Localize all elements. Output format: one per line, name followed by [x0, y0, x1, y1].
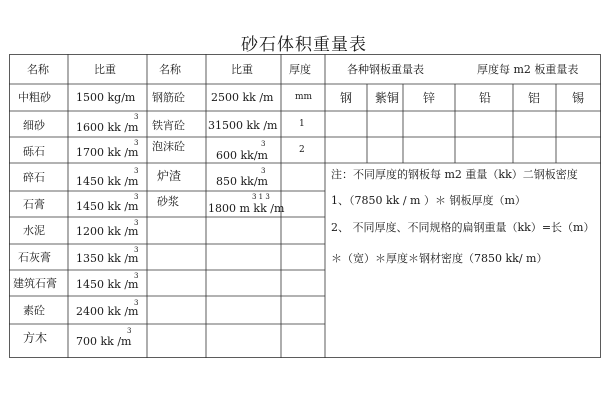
material-value: 850 kk/m: [216, 175, 268, 188]
unit-superscript: 3: [134, 193, 139, 201]
material-value: 1450 kk /m: [76, 175, 139, 188]
unit-superscript: 3: [134, 272, 139, 280]
unit-superscript: 3: [261, 140, 266, 148]
material-value: 1450 kk /m: [76, 278, 139, 291]
weight-table: [9, 54, 601, 358]
material-name: 细砂: [23, 119, 45, 132]
material-value: 2500 kk /m: [211, 91, 274, 104]
unit-superscript: 3: [134, 246, 139, 254]
header-name-2: 名称: [159, 63, 181, 76]
thickness-unit: mm: [295, 92, 313, 102]
unit-superscript: 3: [134, 139, 139, 147]
material-name: 铁宵砼: [152, 119, 185, 132]
material-name: 泡沫砼: [152, 140, 185, 153]
header-weight-2: 比重: [231, 63, 253, 76]
material-value: 2400 kk /m: [76, 305, 139, 318]
material-value: 1450 kk /m: [76, 200, 139, 213]
unit-superscript: 3: [134, 219, 139, 227]
note-line: ＊（宽）＊厚度＊钢材密度（7850 kk/ m）: [331, 252, 548, 265]
note-line: 2、 不同厚度、不同规格的扁钢重量（kk）=长（m）: [331, 221, 595, 234]
material-name: 钢筋砼: [152, 91, 185, 104]
material-name: 建筑石膏: [13, 277, 57, 290]
material-value: 600 kk/m: [216, 149, 268, 162]
material-value: 1200 kk /m: [76, 225, 139, 238]
unit-superscript: 3: [134, 299, 139, 307]
metal-zinc: 锌: [423, 91, 436, 105]
material-value: 1500 kg/m: [76, 91, 136, 104]
material-name: 石灰膏: [18, 251, 51, 264]
material-name: 方木: [23, 331, 48, 345]
material-value: 1600 kk /m: [76, 121, 139, 134]
material-name: 砂浆: [157, 195, 179, 208]
metal-tin: 锡: [572, 91, 585, 105]
thickness-value: 1: [299, 119, 305, 129]
unit-superscript: 3: [134, 167, 139, 175]
note-line: 注：不同厚度的钢板每 m2 重量（kk）二钢板密度: [331, 168, 578, 181]
unit-superscript: 3 1 3: [252, 193, 270, 201]
metal-lead: 铅: [479, 91, 492, 105]
metal-steel: 钢: [340, 91, 353, 105]
header-unit-group: 厚度每 m2 板重量表: [477, 63, 579, 76]
material-name: 石膏: [23, 198, 45, 211]
material-name: 素砼: [23, 304, 45, 317]
material-name: 炉渣: [157, 169, 182, 183]
header-name-1: 名称: [27, 63, 49, 76]
header-weight-1: 比重: [94, 63, 116, 76]
material-value: 1350 kk /m: [76, 252, 139, 265]
note-line: 1、（7850 kk / m ）＊ 钢板厚度（m）: [331, 194, 526, 207]
unit-superscript: 3: [261, 167, 266, 175]
metal-aluminum: 铝: [528, 91, 541, 105]
unit-superscript: 3: [127, 327, 132, 335]
material-value: 31500 kk /m: [208, 119, 278, 132]
material-name: 中粗砂: [18, 91, 51, 104]
material-name: 水泥: [23, 224, 45, 237]
material-value: 1700 kk /m: [76, 146, 139, 159]
material-value: 1800 m kk /m: [208, 202, 285, 215]
thickness-value: 2: [299, 145, 305, 155]
material-name: 砾石: [23, 145, 45, 158]
material-value: 700 kk /m: [76, 335, 132, 348]
header-thickness: 厚度: [289, 63, 311, 76]
metal-copper: 紫铜: [375, 91, 400, 105]
page-title: 砂石体积重量表: [241, 35, 367, 55]
material-name: 碎石: [23, 171, 45, 184]
header-steel-group: 各种钢板重量表: [347, 63, 424, 76]
unit-superscript: 3: [134, 113, 139, 121]
